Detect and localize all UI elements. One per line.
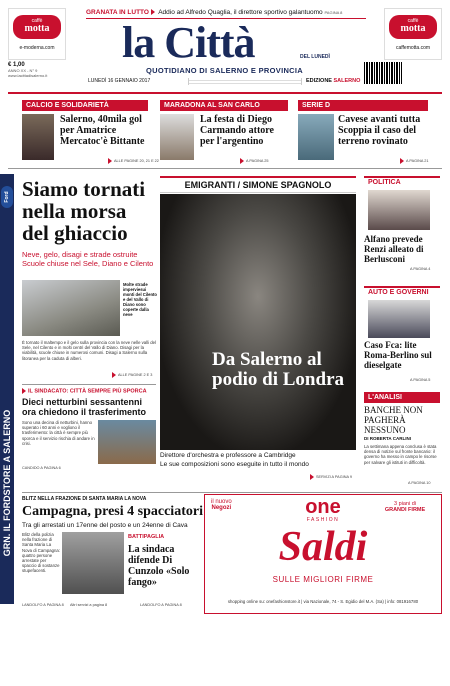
politica-page: A PAGINA 4 (410, 267, 431, 271)
arrow-icon (151, 9, 155, 15)
masthead-title: la Città (122, 18, 255, 67)
ad-right-logo (389, 15, 437, 39)
auto-photo (368, 300, 430, 338)
teaser1-page (108, 158, 159, 164)
politica-photo (368, 190, 430, 230)
teaser-rule (8, 168, 442, 169)
masthead-edition (306, 78, 360, 84)
politica-section: POLITICA (364, 176, 440, 187)
center-deck2: Le sue composizioni sono eseguite in tutto il mondo (160, 461, 309, 468)
arrow-icon (310, 474, 314, 480)
auto-section: AUTO E GOVERNI (364, 286, 440, 297)
masthead-suffix: DEL LUNEDÌ (300, 54, 330, 60)
arrow-icon (108, 158, 112, 164)
ad-left-brand2: motta (24, 23, 50, 34)
lead-page (112, 372, 152, 378)
ad-right-line2: GRANDI FIRME (384, 507, 426, 513)
sindaco-photo (98, 420, 156, 464)
ad-left-url: e-moderna.com (19, 45, 55, 51)
side-label: GRN. IL FORDSTORE A SALERNO (2, 409, 12, 557)
blitz-deck: Tra gli arrestati un 17enne del posto e un 24enne di Cava (22, 522, 188, 529)
auto-headline[interactable]: Caso Fca: lite Roma-Berlino sul dieselgate (364, 340, 432, 370)
politica-headline[interactable]: Alfano prevede Renzi alleato di Berlusconi (364, 234, 424, 264)
sindaco-page: CANDIDO A PAGINA 6 (22, 466, 61, 470)
ad-right-brand2: motta (400, 23, 426, 34)
ad-foot: shopping online su: onefashionstore.it | via Nazionale, 74 - S. Egidio del M.A. (Sa) | info: 081916780 (227, 599, 419, 604)
masthead-date: LUNEDÌ 16 GENNAIO 2017 (88, 78, 151, 84)
lead-page-text: ALLE PAGINE 2 E 3 (118, 373, 153, 377)
lead-headline[interactable]: Siamo tornati nella morsa del ghiaccio (22, 177, 146, 245)
sindaco-kicker-text: IL SINDACATO: CITTÀ SEMPRE PIÙ SPORCA (28, 388, 147, 395)
teaser1-headline[interactable]: Salerno, 40mila gol per Amatrice Mercatoc'è Bittante (60, 114, 145, 147)
teaser2-headline[interactable]: La festa di Diego Carmando attore per l'argentino (200, 114, 274, 147)
ad-right-brand: caffè (407, 18, 419, 24)
price-box (8, 62, 68, 78)
teaser3-page-text: A PAGINA 21 (406, 159, 429, 163)
ad-left-logo (13, 15, 61, 39)
ticker-page: PAGINA 8 (324, 10, 343, 15)
teaser2-section: MARADONA AL SAN CARLO (160, 100, 288, 111)
analisi-author: DI ROBERTA CARLINI (364, 436, 411, 441)
lead-body: È tornato il maltempo e il gelo sulla provincia con la neve nelle valli del Sele, nel Cilento e in molti centri del Vallo di Diano. Disagi per la viabilità, scuole chiuse in numerosi comuni. Disagi a Salerno sulla litoranea per la caduta di alberi. (22, 340, 156, 361)
ford-text: Ford (4, 191, 10, 203)
lead-caption: Molte strade imperviesui monti del Cilento e del Vallo di Diano sono coperte dalla neve (123, 282, 157, 317)
teaser3-photo (298, 114, 334, 160)
ad-sub-text: SULLE MIGLIORI FIRME (272, 575, 374, 584)
battipaglia-page: LANDOLFO A PAGINA 8 (140, 603, 182, 607)
ad-right-url: caffemotta.com (395, 45, 431, 51)
teaser2-page (240, 158, 269, 164)
center-page (310, 474, 352, 480)
masthead-subtitle: QUOTIDIANO DI SALERNO E PROVINCIA (146, 66, 303, 75)
blitz-photo (62, 532, 124, 594)
battipaglia-kicker: BATTIPAGLIA (128, 534, 165, 540)
ad-left-brand: caffè (31, 18, 43, 24)
arrow-icon (112, 372, 116, 378)
auto-page: A PAGINA 5 (410, 378, 431, 382)
masthead-fineprint (188, 78, 302, 85)
analisi-headline[interactable]: BANCHE NON PAGHERÀ NESSUNO (364, 405, 423, 435)
ad-big-text: Saldi (278, 524, 368, 570)
issue-number: ANNO XX - N° 9 (8, 68, 38, 73)
center-kicker: EMIGRANTI / SIMONE SPAGNOLO (160, 176, 356, 193)
ad-top-left-text: il nuovo (211, 499, 232, 505)
teaser1-section: CALCIO E SOLIDARIETÀ (22, 100, 148, 111)
ad-logo (291, 497, 355, 523)
arrow-icon (240, 158, 244, 164)
center-headline[interactable]: Da Salerno al podio di Londra (212, 349, 344, 390)
blitz-page2: Altri servizi a pagina 8 (70, 603, 108, 607)
arrow-icon (22, 388, 26, 394)
lead-photo (22, 280, 120, 336)
edition-name: SALERNO (333, 78, 361, 84)
analisi-page: A PAGINA 10 (408, 481, 431, 485)
teaser2-page-text: A PAGINA 25 (246, 159, 269, 163)
ad-brand-small: Negozi (211, 505, 232, 511)
bottom-rule (22, 492, 442, 493)
ad-top-left (211, 499, 232, 511)
ticker-label: GRANATA IN LUTTO (86, 9, 149, 16)
sindaco-body: Sono una decina di netturbini, hanno superato i 60 anni e vogliono il trasferimento: la città è sempre più sporca e il servizio rischia di andare in crisi. (22, 420, 95, 446)
center-deck1: Direttore d'orchestra e professore a Cambridge (160, 452, 296, 459)
battipaglia-headline[interactable]: La sindaca difende Di Cunzolo «Solo fango» (128, 544, 190, 588)
blitz-page1: LANDOLFO A PAGINA 8 (22, 603, 64, 607)
barcode (364, 62, 402, 84)
ad-brand2: FASHION (306, 517, 340, 523)
edition-label: EDIZIONE (306, 78, 332, 84)
ad-right-line1: 3 piani di (393, 501, 417, 507)
teaser1-page-text: ALLE PAGINE 20, 21 E 22 (114, 159, 159, 163)
ad-left[interactable] (8, 8, 66, 60)
teaser2-photo (160, 114, 194, 160)
blitz-body: Blitz della polizia nella frazione di Santa Maria La Nova di Campagna: quattro persone arrestate per spaccio di sostanze stupefacenti. (22, 532, 60, 574)
fashion-ad[interactable] (204, 494, 442, 614)
site-url: www.lacittadisalerno.it (8, 73, 48, 78)
price: € 1,00 (8, 62, 25, 68)
arrow-icon (400, 158, 404, 164)
lead-deck: Neve, gelo, disagi e strade ostruite Scuole chiuse nel Sele, Diano e Cilento (22, 250, 154, 268)
analisi-body: La settimana appena conclusa è stata densa di notizie sul fronte bancario: il governo ha messo in campo le risorse per salvare gli istituti in difficoltà. (364, 444, 437, 465)
header-rule (8, 92, 442, 94)
blitz-kicker: BLITZ NELLA FRAZIONE DI SANTA MARIA LA NOVA (22, 496, 147, 502)
ad-right[interactable] (384, 8, 442, 60)
center-page-text: SERVIZI A PAGINA 9 (316, 475, 352, 479)
center-photo (160, 194, 356, 450)
blitz-headline[interactable]: Campagna, presi 4 spacciatori (22, 504, 203, 519)
ad-brand: one (305, 496, 341, 518)
ad-top-right (375, 501, 435, 513)
lead-rule (22, 384, 156, 385)
teaser3-section: SERIE D (298, 100, 428, 111)
sindaco-headline[interactable]: Dieci netturbini sessantenni ora chiedono il trasferimento (22, 397, 147, 417)
teaser3-page (400, 158, 429, 164)
ticker-text: Addio ad Alfredo Quaglia, il direttore sportivo galantuomo (158, 9, 323, 16)
teaser1-photo (22, 114, 54, 160)
sindaco-kicker (22, 388, 162, 394)
analisi-section: L'ANALISI (364, 392, 440, 403)
side-strip[interactable] (0, 174, 14, 604)
teaser3-headline[interactable]: Cavese avanti tutta Scoppia il caso del terreno rovinato (338, 114, 421, 147)
